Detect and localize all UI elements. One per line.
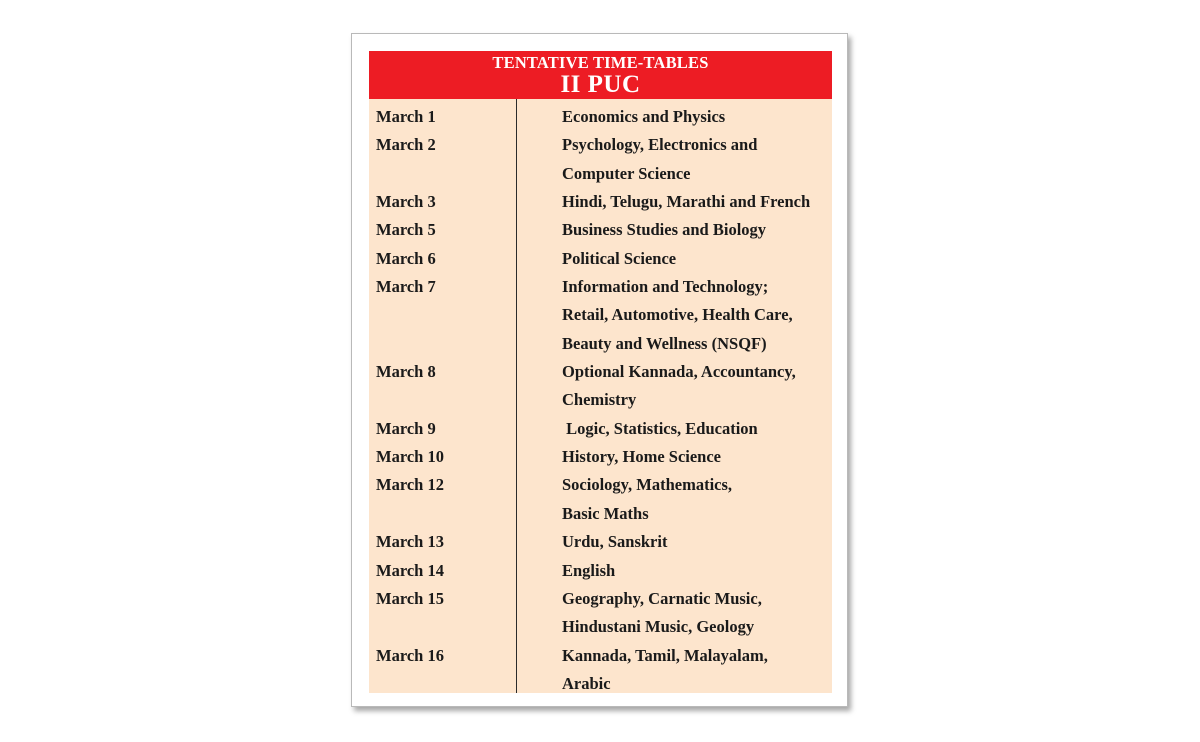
subject-line: Beauty and Wellness (NSQF): [562, 333, 767, 353]
exam-subjects: [516, 131, 832, 188]
table-row: [369, 216, 832, 244]
table-row: [369, 528, 832, 556]
timetable-header: [369, 51, 832, 99]
exam-date: March 1: [376, 107, 436, 126]
timetable-card: [351, 33, 848, 707]
exam-subjects: [516, 358, 832, 415]
subject-line: Hindustani Music, Geology: [562, 617, 755, 637]
exam-subjects: [516, 245, 832, 273]
table-row: [369, 415, 832, 443]
subject-line: Hindi, Telugu, Marathi and French: [562, 192, 811, 212]
timetable-rows: [369, 103, 832, 698]
exam-subjects: [516, 443, 832, 471]
exam-date: March 12: [376, 475, 444, 495]
timetable-panel: [369, 51, 832, 693]
subject-line: Economics and Physics: [562, 107, 726, 126]
subject-line: Geography, Carnatic Music,: [562, 588, 762, 608]
subject-line: Sociology, Mathematics,: [562, 475, 733, 495]
exam-subjects: [516, 642, 832, 699]
timetable-title: TENTATIVE TIME-TABLES: [492, 53, 709, 72]
table-row: [369, 642, 832, 699]
exam-subjects: [516, 585, 832, 642]
subject-line: Retail, Automotive, Health Care,: [562, 305, 793, 325]
table-row: [369, 358, 832, 415]
table-row: [369, 557, 832, 585]
exam-date: March 7: [376, 277, 436, 297]
exam-date: March 14: [376, 560, 444, 580]
exam-date: March 2: [376, 135, 436, 155]
exam-date: March 5: [376, 220, 436, 240]
subject-line: Urdu, Sanskrit: [562, 532, 668, 552]
exam-subjects: [516, 415, 832, 443]
exam-date: March 8: [376, 362, 436, 382]
subject-line: Business Studies and Biology: [562, 220, 767, 240]
exam-date: March 13: [376, 532, 444, 552]
exam-date: March 6: [376, 248, 436, 268]
subject-line: Kannada, Tamil, Malayalam,: [562, 645, 768, 665]
exam-subjects: [516, 273, 832, 358]
table-row: [369, 273, 832, 358]
subject-line: Arabic: [562, 673, 611, 693]
exam-date: March 3: [376, 192, 436, 212]
exam-subjects: [516, 557, 832, 585]
exam-subjects: [516, 216, 832, 244]
table-row: [369, 188, 832, 216]
subject-line: Chemistry: [562, 390, 637, 410]
exam-date: March 15: [376, 588, 444, 608]
table-row: [369, 585, 832, 642]
subject-line: Basic Maths: [562, 503, 649, 523]
timetable-subtitle: II PUC: [560, 71, 641, 98]
table-row: [369, 443, 832, 471]
subject-line: English: [562, 560, 616, 580]
subject-line: Psychology, Electronics and: [562, 135, 758, 155]
table-row: [369, 103, 832, 131]
table-row: [369, 245, 832, 273]
exam-subjects: [516, 471, 832, 528]
table-row: [369, 471, 832, 528]
table-row: [369, 131, 832, 188]
exam-subjects: [516, 103, 832, 131]
exam-subjects: [516, 188, 832, 216]
subject-line: Logic, Statistics, Education: [562, 418, 758, 438]
subject-line: Political Science: [562, 248, 677, 268]
exam-date: March 9: [376, 418, 436, 438]
exam-date: March 16: [376, 645, 444, 665]
subject-line: Information and Technology;: [562, 277, 769, 297]
exam-subjects: [516, 528, 832, 556]
exam-date: March 10: [376, 447, 444, 467]
subject-line: Computer Science: [562, 163, 691, 183]
subject-line: History, Home Science: [562, 447, 722, 467]
subject-line: Optional Kannada, Accountancy,: [562, 362, 796, 382]
